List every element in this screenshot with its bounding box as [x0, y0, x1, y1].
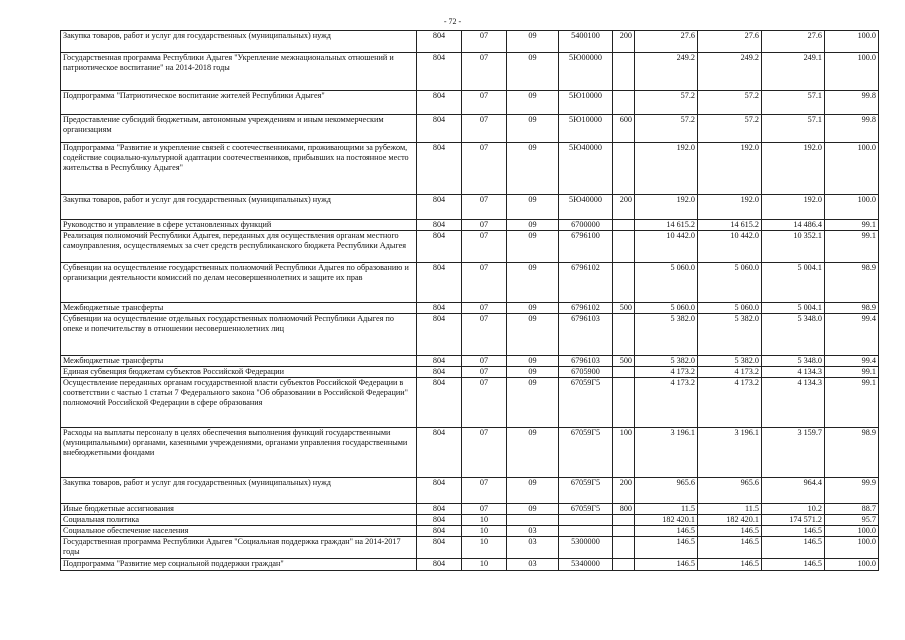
- cell-name: Закупка товаров, работ и услуг для государственных (муниципальных) нужд: [61, 31, 417, 53]
- cell-executed-amount: 192.0: [762, 195, 825, 220]
- cell-expense-type: [613, 314, 635, 356]
- cell-executed-amount: 4 134.3: [762, 378, 825, 428]
- cell-executed-amount: 57.1: [762, 115, 825, 143]
- cell-subsection-code: 09: [507, 428, 559, 478]
- cell-subsection-code: 09: [507, 314, 559, 356]
- cell-executed-amount: 27.6: [762, 31, 825, 53]
- cell-subsection-code: 09: [507, 53, 559, 91]
- cell-name: Руководство и управление в сфере установленных функций: [61, 220, 417, 231]
- cell-approved-amount: 192.0: [698, 143, 762, 195]
- cell-planned-amount: 182 420.1: [635, 515, 698, 526]
- cell-target-article: 6796102: [559, 303, 613, 314]
- cell-executed-amount: 5 348.0: [762, 314, 825, 356]
- cell-ministry-code: 804: [417, 559, 462, 571]
- cell-approved-amount: 11.5: [698, 504, 762, 515]
- cell-executed-amount: 14 486.4: [762, 220, 825, 231]
- cell-approved-amount: 5 060.0: [698, 263, 762, 303]
- cell-target-article: 6705900: [559, 367, 613, 378]
- cell-planned-amount: 3 196.1: [635, 428, 698, 478]
- cell-executed-amount: 964.4: [762, 478, 825, 504]
- cell-expense-type: 500: [613, 356, 635, 367]
- cell-subsection-code: 09: [507, 378, 559, 428]
- cell-approved-amount: 4 173.2: [698, 378, 762, 428]
- cell-name: Закупка товаров, работ и услуг для государственных (муниципальных) нужд: [61, 478, 417, 504]
- cell-execution-percent: 99.1: [825, 231, 879, 263]
- table-row: [61, 195, 879, 220]
- table-row: [61, 220, 879, 231]
- cell-expense-type: [613, 220, 635, 231]
- cell-expense-type: 500: [613, 303, 635, 314]
- cell-planned-amount: 5 382.0: [635, 356, 698, 367]
- cell-ministry-code: 804: [417, 91, 462, 115]
- cell-target-article: 5Ю10000: [559, 115, 613, 143]
- cell-execution-percent: 98.9: [825, 303, 879, 314]
- cell-name: Государственная программа Республики Адыгея "Социальная поддержка граждан" на 2014-2017 годы: [61, 537, 417, 559]
- table-row: [61, 53, 879, 91]
- cell-target-article: 6796103: [559, 314, 613, 356]
- cell-planned-amount: 146.5: [635, 526, 698, 537]
- cell-approved-amount: 27.6: [698, 31, 762, 53]
- cell-expense-type: 800: [613, 504, 635, 515]
- cell-execution-percent: 99.1: [825, 220, 879, 231]
- table-row: [61, 478, 879, 504]
- cell-name: Подпрограмма "Патриотическое воспитание жителей Республики Адыгея": [61, 91, 417, 115]
- cell-section-code: 07: [462, 263, 507, 303]
- cell-execution-percent: 99.8: [825, 115, 879, 143]
- cell-execution-percent: 99.1: [825, 378, 879, 428]
- cell-approved-amount: 146.5: [698, 526, 762, 537]
- cell-execution-percent: 100.0: [825, 537, 879, 559]
- cell-section-code: 07: [462, 303, 507, 314]
- table-row: [61, 559, 879, 571]
- cell-planned-amount: 10 442.0: [635, 231, 698, 263]
- cell-subsection-code: [507, 515, 559, 526]
- cell-expense-type: [613, 53, 635, 91]
- cell-planned-amount: 4 173.2: [635, 367, 698, 378]
- table-row: [61, 428, 879, 478]
- cell-section-code: 07: [462, 378, 507, 428]
- cell-planned-amount: 11.5: [635, 504, 698, 515]
- cell-executed-amount: 146.5: [762, 526, 825, 537]
- cell-ministry-code: 804: [417, 314, 462, 356]
- cell-executed-amount: 3 159.7: [762, 428, 825, 478]
- cell-execution-percent: 100.0: [825, 143, 879, 195]
- cell-subsection-code: 09: [507, 231, 559, 263]
- cell-name: Социальная политика: [61, 515, 417, 526]
- cell-section-code: 07: [462, 504, 507, 515]
- cell-expense-type: [613, 526, 635, 537]
- cell-section-code: 07: [462, 478, 507, 504]
- cell-execution-percent: 99.8: [825, 91, 879, 115]
- cell-approved-amount: 57.2: [698, 115, 762, 143]
- cell-executed-amount: 174 571.2: [762, 515, 825, 526]
- table-row: [61, 263, 879, 303]
- cell-section-code: 10: [462, 559, 507, 571]
- cell-name: Социальное обеспечение населения: [61, 526, 417, 537]
- table-row: [61, 537, 879, 559]
- cell-section-code: 07: [462, 367, 507, 378]
- cell-expense-type: [613, 231, 635, 263]
- table-row: [61, 526, 879, 537]
- cell-target-article: [559, 515, 613, 526]
- table-row: [61, 356, 879, 367]
- cell-approved-amount: 146.5: [698, 537, 762, 559]
- cell-ministry-code: 804: [417, 195, 462, 220]
- cell-section-code: 10: [462, 526, 507, 537]
- cell-expense-type: 200: [613, 31, 635, 53]
- cell-target-article: 67059Г5: [559, 378, 613, 428]
- cell-name: Субвенции на осуществление отдельных государственных полномочий Республики Адыгея по опеке и попечительству в отношении несовершеннолетних лиц: [61, 314, 417, 356]
- cell-executed-amount: 146.5: [762, 559, 825, 571]
- cell-subsection-code: 09: [507, 478, 559, 504]
- cell-planned-amount: 249.2: [635, 53, 698, 91]
- cell-expense-type: [613, 515, 635, 526]
- cell-approved-amount: 182 420.1: [698, 515, 762, 526]
- cell-ministry-code: 804: [417, 115, 462, 143]
- table-row: [61, 303, 879, 314]
- cell-expense-type: [613, 537, 635, 559]
- cell-executed-amount: 249.1: [762, 53, 825, 91]
- cell-section-code: 07: [462, 53, 507, 91]
- cell-section-code: 07: [462, 195, 507, 220]
- cell-subsection-code: 09: [507, 143, 559, 195]
- table-row: [61, 91, 879, 115]
- cell-expense-type: [613, 143, 635, 195]
- cell-execution-percent: 98.9: [825, 428, 879, 478]
- cell-section-code: 07: [462, 115, 507, 143]
- cell-executed-amount: 57.1: [762, 91, 825, 115]
- cell-planned-amount: 4 173.2: [635, 378, 698, 428]
- cell-approved-amount: 146.5: [698, 559, 762, 571]
- cell-executed-amount: 5 004.1: [762, 303, 825, 314]
- cell-subsection-code: 09: [507, 115, 559, 143]
- cell-name: Межбюджетные трансферты: [61, 303, 417, 314]
- table-row: [61, 367, 879, 378]
- cell-ministry-code: 804: [417, 504, 462, 515]
- cell-ministry-code: 804: [417, 356, 462, 367]
- cell-expense-type: [613, 91, 635, 115]
- cell-expense-type: 100: [613, 428, 635, 478]
- cell-name: Межбюджетные трансферты: [61, 356, 417, 367]
- cell-approved-amount: 4 173.2: [698, 367, 762, 378]
- cell-expense-type: 600: [613, 115, 635, 143]
- cell-execution-percent: 100.0: [825, 31, 879, 53]
- cell-subsection-code: 09: [507, 367, 559, 378]
- cell-target-article: 6700000: [559, 220, 613, 231]
- cell-ministry-code: 804: [417, 53, 462, 91]
- cell-target-article: 5400100: [559, 31, 613, 53]
- cell-planned-amount: 5 060.0: [635, 303, 698, 314]
- cell-target-article: 6796102: [559, 263, 613, 303]
- cell-approved-amount: 57.2: [698, 91, 762, 115]
- cell-executed-amount: 192.0: [762, 143, 825, 195]
- cell-planned-amount: 57.2: [635, 91, 698, 115]
- cell-executed-amount: 146.5: [762, 537, 825, 559]
- cell-ministry-code: 804: [417, 478, 462, 504]
- cell-planned-amount: 146.5: [635, 559, 698, 571]
- cell-section-code: 07: [462, 220, 507, 231]
- cell-target-article: 5Ю00000: [559, 53, 613, 91]
- table-row: [61, 504, 879, 515]
- table-body: [61, 31, 879, 571]
- cell-planned-amount: 965.6: [635, 478, 698, 504]
- cell-section-code: 07: [462, 143, 507, 195]
- table-row: [61, 143, 879, 195]
- cell-approved-amount: 3 196.1: [698, 428, 762, 478]
- page-number: - 72 -: [443, 17, 462, 26]
- cell-subsection-code: 03: [507, 537, 559, 559]
- table-row: [61, 378, 879, 428]
- cell-approved-amount: 14 615.2: [698, 220, 762, 231]
- cell-executed-amount: 5 004.1: [762, 263, 825, 303]
- cell-executed-amount: 10 352.1: [762, 231, 825, 263]
- cell-section-code: 07: [462, 314, 507, 356]
- cell-subsection-code: 09: [507, 195, 559, 220]
- cell-subsection-code: 03: [507, 559, 559, 571]
- cell-target-article: [559, 526, 613, 537]
- cell-ministry-code: 804: [417, 263, 462, 303]
- cell-subsection-code: 09: [507, 220, 559, 231]
- cell-approved-amount: 249.2: [698, 53, 762, 91]
- cell-name: Единая субвенция бюджетам субъектов Российской Федерации: [61, 367, 417, 378]
- table-row: [61, 31, 879, 53]
- cell-execution-percent: 100.0: [825, 53, 879, 91]
- cell-planned-amount: 57.2: [635, 115, 698, 143]
- cell-planned-amount: 146.5: [635, 537, 698, 559]
- cell-target-article: 6796103: [559, 356, 613, 367]
- cell-ministry-code: 804: [417, 143, 462, 195]
- cell-execution-percent: 99.1: [825, 367, 879, 378]
- cell-target-article: 6796100: [559, 231, 613, 263]
- cell-name: Осуществление переданных органам государственной власти субъектов Российской Федерации в соответствии с частью 1 статьи 7 Федерального закона "Об образовании в Российской Федерации" полномочий Российской Федерации в сфере образования: [61, 378, 417, 428]
- cell-ministry-code: 804: [417, 31, 462, 53]
- cell-name: Предоставление субсидий бюджетным, автономным учреждениям и иным некоммерческим организациям: [61, 115, 417, 143]
- cell-executed-amount: 5 348.0: [762, 356, 825, 367]
- cell-ministry-code: 804: [417, 526, 462, 537]
- cell-ministry-code: 804: [417, 537, 462, 559]
- cell-name: Подпрограмма "Развитие и укрепление связей с соотечественниками, проживающими за рубежом, содействие социально-культурной адаптации соотечественников, прибывших на постоянное место жительства в Республику Адыгея": [61, 143, 417, 195]
- cell-ministry-code: 804: [417, 515, 462, 526]
- cell-planned-amount: 5 060.0: [635, 263, 698, 303]
- cell-name: Реализация полномочий Республики Адыгея, переданных для осуществления органам местного самоуправления, осуществляемых за счет средств республиканского бюджета Республики Адыгея: [61, 231, 417, 263]
- cell-approved-amount: 10 442.0: [698, 231, 762, 263]
- cell-approved-amount: 192.0: [698, 195, 762, 220]
- cell-execution-percent: 100.0: [825, 559, 879, 571]
- cell-subsection-code: 03: [507, 526, 559, 537]
- cell-expense-type: 200: [613, 195, 635, 220]
- cell-target-article: 5Ю10000: [559, 91, 613, 115]
- cell-subsection-code: 09: [507, 91, 559, 115]
- cell-ministry-code: 804: [417, 428, 462, 478]
- cell-name: Государственная программа Республики Адыгея "Укрепление межнациональных отношений и патриотическое воспитание" на 2014-2018 годы: [61, 53, 417, 91]
- cell-execution-percent: 100.0: [825, 526, 879, 537]
- cell-target-article: 5Ю40000: [559, 195, 613, 220]
- cell-subsection-code: 09: [507, 303, 559, 314]
- cell-execution-percent: 99.9: [825, 478, 879, 504]
- cell-section-code: 10: [462, 537, 507, 559]
- cell-execution-percent: 100.0: [825, 195, 879, 220]
- cell-ministry-code: 804: [417, 231, 462, 263]
- cell-expense-type: 200: [613, 478, 635, 504]
- cell-approved-amount: 5 060.0: [698, 303, 762, 314]
- cell-expense-type: [613, 263, 635, 303]
- cell-target-article: 5Ю40000: [559, 143, 613, 195]
- budget-table: [60, 30, 879, 571]
- cell-approved-amount: 965.6: [698, 478, 762, 504]
- cell-section-code: 07: [462, 231, 507, 263]
- table-row: [61, 115, 879, 143]
- cell-execution-percent: 99.4: [825, 356, 879, 367]
- cell-expense-type: [613, 378, 635, 428]
- cell-section-code: 07: [462, 91, 507, 115]
- cell-ministry-code: 804: [417, 367, 462, 378]
- cell-target-article: 67059Г5: [559, 478, 613, 504]
- cell-name: Расходы на выплаты персоналу в целях обеспечения выполнения функций государственными (муниципальными) органами, казенными учреждениями, органами управления государственными внебюджетными фондами: [61, 428, 417, 478]
- cell-expense-type: [613, 367, 635, 378]
- cell-ministry-code: 804: [417, 220, 462, 231]
- cell-approved-amount: 5 382.0: [698, 356, 762, 367]
- cell-name: Субвенции на осуществление государственных полномочий Республики Адыгея по образованию и организации деятельности комиссий по делам несовершеннолетних и защите их прав: [61, 263, 417, 303]
- table-row: [61, 515, 879, 526]
- cell-planned-amount: 192.0: [635, 195, 698, 220]
- cell-execution-percent: 99.4: [825, 314, 879, 356]
- cell-subsection-code: 09: [507, 263, 559, 303]
- cell-planned-amount: 14 615.2: [635, 220, 698, 231]
- cell-name: Подпрограмма "Развитие мер социальной поддержки граждан": [61, 559, 417, 571]
- cell-execution-percent: 95.7: [825, 515, 879, 526]
- cell-execution-percent: 88.7: [825, 504, 879, 515]
- cell-section-code: 07: [462, 31, 507, 53]
- cell-subsection-code: 09: [507, 356, 559, 367]
- cell-name: Закупка товаров, работ и услуг для государственных (муниципальных) нужд: [61, 195, 417, 220]
- table-row: [61, 231, 879, 263]
- cell-ministry-code: 804: [417, 378, 462, 428]
- cell-planned-amount: 5 382.0: [635, 314, 698, 356]
- cell-expense-type: [613, 559, 635, 571]
- cell-section-code: 07: [462, 356, 507, 367]
- cell-executed-amount: 4 134.3: [762, 367, 825, 378]
- cell-section-code: 10: [462, 515, 507, 526]
- cell-subsection-code: 09: [507, 504, 559, 515]
- cell-planned-amount: 27.6: [635, 31, 698, 53]
- cell-name: Иные бюджетные ассигнования: [61, 504, 417, 515]
- cell-executed-amount: 10.2: [762, 504, 825, 515]
- cell-target-article: 5300000: [559, 537, 613, 559]
- cell-target-article: 5340000: [559, 559, 613, 571]
- cell-execution-percent: 98.9: [825, 263, 879, 303]
- cell-approved-amount: 5 382.0: [698, 314, 762, 356]
- cell-section-code: 07: [462, 428, 507, 478]
- cell-subsection-code: 09: [507, 31, 559, 53]
- cell-planned-amount: 192.0: [635, 143, 698, 195]
- cell-ministry-code: 804: [417, 303, 462, 314]
- table-row: [61, 314, 879, 356]
- cell-target-article: 67059Г5: [559, 504, 613, 515]
- cell-target-article: 67059Г5: [559, 428, 613, 478]
